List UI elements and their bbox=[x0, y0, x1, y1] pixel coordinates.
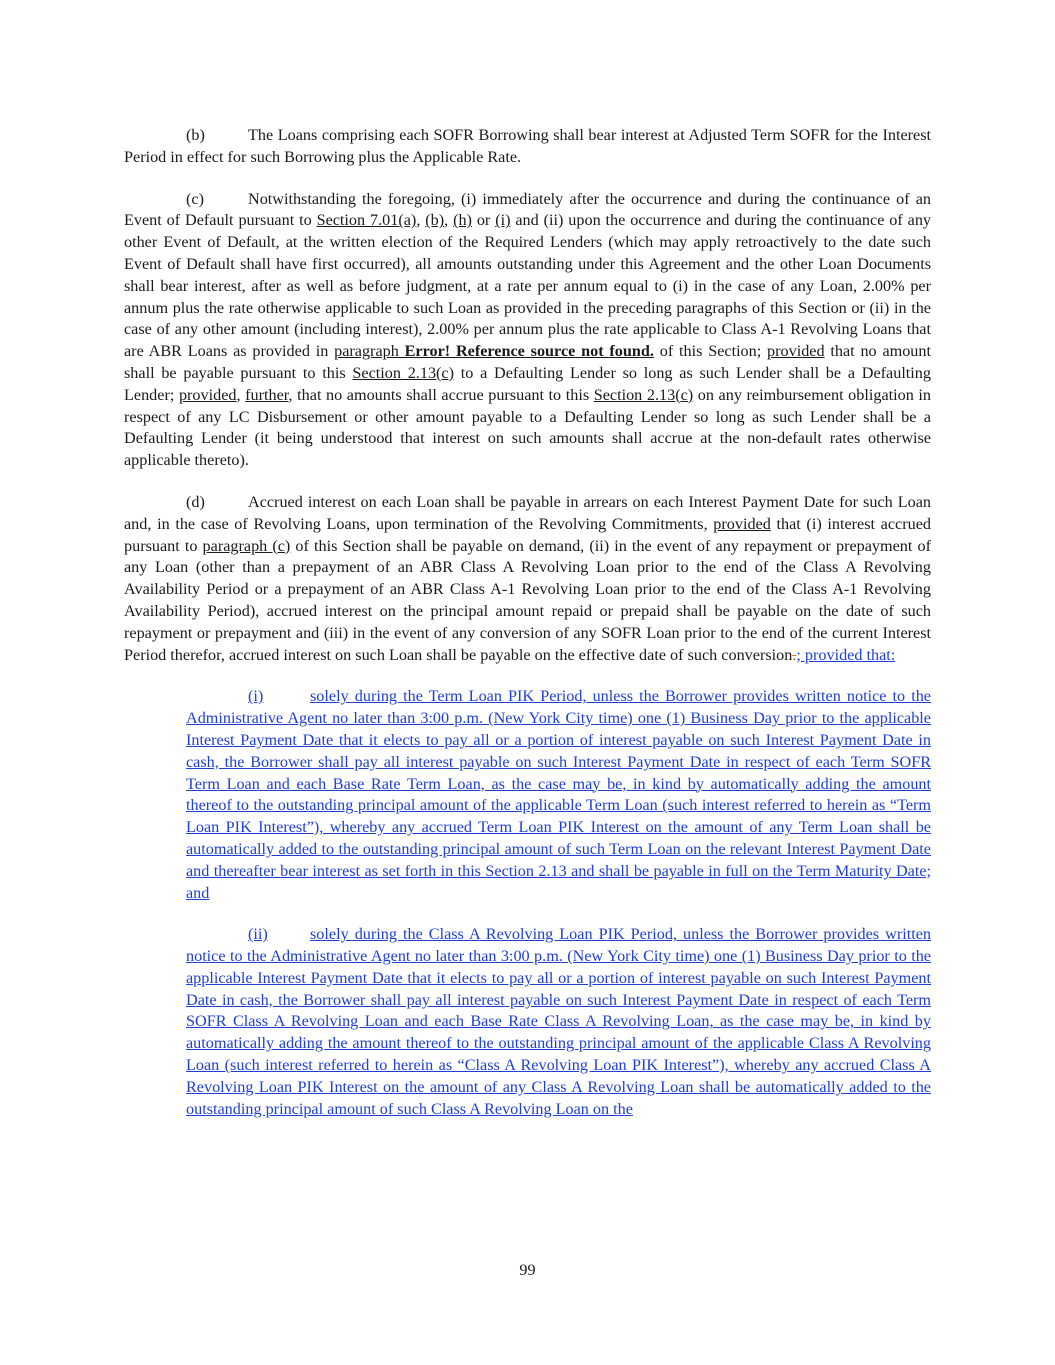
text-run: Notwithstanding the foregoing, (i) immediately after the occurrence and during the continuance of an Event of Default pursuant to bbox=[124, 189, 931, 230]
tracked-insertion: solely during the Class A Revolving Loan PIK Period, unless the Borrower provides written notice to the Administrative Agent no later than 3:00 p.m. (New York City time) one (1) Business Day prior to the applicable Interest Payment Date that it elects to pay all or a portion of interest payable on such Interest Payment Date in cash, the Borrower shall pay all interest payable on such Interest Payment Date in respect of each Term SOFR Class A Revolving Loan and each Base Rate Class A Revolving Loan, as the case may be, in kind by automatically adding the amount thereof to the outstanding principal amount of the applicable Class A Revolving Loan (such interest referred to herein as “Class A Revolving Loan PIK Interest”), whereby any accrued Class A Revolving Loan PIK Interest on the amount of any Class A Revolving Loan shall be automatically added to the outstanding principal amount of such Class A Revolving Loan on the bbox=[186, 925, 931, 1118]
paragraph-text: The Loans comprising each SOFR Borrowing shall bear interest at Adjusted Term SOFR for the Interest Period in effect for such Borrowing plus the Applicable Rate. bbox=[124, 126, 931, 166]
paragraph-label: (d) bbox=[186, 492, 205, 511]
subparagraph-ii bbox=[186, 924, 931, 1120]
text-run: Accrued interest on each Loan shall be payable in arrears on each Interest Payment Date for such Loan and, in the case of Revolving Loans, upon termination of the Revolving Commitments, bbox=[124, 492, 931, 533]
separator: , bbox=[236, 385, 246, 404]
cross-reference-link[interactable]: Section 2.13(c) bbox=[593, 385, 694, 404]
cross-reference-link[interactable]: (b) bbox=[425, 211, 445, 230]
cross-reference-link[interactable]: Section 7.01(a) bbox=[316, 211, 417, 230]
text-run: on any reimbursement obligation in respect of any LC Disbursement or other amount payable to a Defaulting Lender so long as such Lender shall be a Defaulting Lender (it being understood that interest on such amounts shall accrue at the non-default rates otherwise applicable thereto). bbox=[124, 385, 932, 470]
subparagraph-label: (ii) bbox=[248, 925, 268, 944]
text-run: that (i) interest accrued pursuant to bbox=[124, 514, 931, 555]
tracked-insertion: solely during the Term Loan PIK Period, unless the Borrower provides written notice to the Administrative Agent no later than 3:00 p.m. (New York City time) one (1) Business Day prior to the applicable Interest Payment Date that it elects to pay all or a portion of interest payable on such Interest Payment Date in cash, the Borrower shall pay all interest payable on such Interest Payment Date in respect of each Term SOFR Term Loan and each Base Rate Term Loan, as the case may be, in kind by automatically adding the amount thereof to the outstanding principal amount of the applicable Term Loan (such interest referred to herein as “Term Loan PIK Interest”), whereby any accrued Term Loan PIK Interest on the amount of any Term Loan shall be automatically added to the outstanding principal amount of such Term Loan on the relevant Interest Payment Date and thereafter bear interest as set forth in this Section 2.13 and shall be payable in full on the Term Maturity Date; and bbox=[186, 687, 931, 902]
paragraph-c bbox=[124, 189, 931, 472]
subparagraph-i bbox=[186, 686, 931, 904]
tracked-insertion: ; provided that: bbox=[796, 645, 896, 664]
cross-reference-link[interactable]: (h) bbox=[453, 211, 472, 230]
defined-term: further bbox=[245, 385, 289, 404]
paragraph-b bbox=[124, 125, 931, 169]
cross-reference-link[interactable]: paragraph (c) bbox=[202, 536, 291, 555]
page-number: 99 bbox=[519, 1261, 536, 1279]
separator: , bbox=[416, 211, 426, 230]
text-run: that no amount shall be payable pursuant to this bbox=[124, 342, 931, 382]
text-run: of this Section shall be payable on demand, (ii) in the event of any repayment or prepayment of any Loan (other than a prepayment of an ABR Class A Revolving Loan prior to the end of the Class A Revolving Availability Period or a prepayment of an ABR Class A-1 Revolving Loan prior to the end of the Class A-1 Revolving Availability Period), accrued interest on the principal amount repaid or prepaid shall be payable on the date of such repayment or prepayment and (iii) in the event of any conversion of any SOFR Loan prior to the end of the current Interest Period therefor, accrued interest on such Loan shall be payable on the effective date of such conversion bbox=[124, 536, 931, 664]
defined-term: provided bbox=[713, 514, 771, 533]
paragraph-d bbox=[124, 492, 931, 666]
paragraph-label: (b) bbox=[186, 126, 205, 144]
reference-error-field[interactable]: Error! Reference source not found. bbox=[404, 342, 654, 361]
document-page bbox=[124, 125, 931, 1140]
cross-reference-link[interactable]: (i) bbox=[495, 211, 511, 230]
text-run: and (ii) upon the occurrence and during the continuance of any other Event of Default, at the written election of the Required Lenders (which may apply retroactively to the date such Event of Default shall have first occurred), all amounts outstanding under this Agreement and the other Loan Documents shall bear interest, after as well as before judgment, at a rate per annum equal to (i) in the case of any Loan, 2.00% per annum plus the rate otherwise applicable to such Loan as provided in the preceding paragraphs of this Section or (ii) in the case of any other amount (including interest), 2.00% per annum plus the rate applicable to Class A-1 Revolving Loans that are ABR Loans as provided in bbox=[124, 211, 932, 361]
paragraph-label: (c) bbox=[186, 189, 204, 208]
cross-reference-link[interactable]: Section 2.13(c) bbox=[352, 363, 455, 382]
cross-reference-link[interactable]: paragraph bbox=[334, 342, 405, 361]
defined-term: provided bbox=[178, 385, 237, 404]
text-run: , that no amounts shall accrue pursuant to this bbox=[288, 385, 594, 404]
text-run: to a Defaulting Lender so long as such Lender shall be a Defaulting Lender; bbox=[124, 363, 931, 404]
separator: or bbox=[471, 211, 496, 230]
defined-term: provided bbox=[767, 342, 825, 361]
tracked-deletion: . bbox=[792, 645, 797, 664]
subparagraph-label: (i) bbox=[248, 687, 264, 706]
separator: , bbox=[444, 211, 454, 230]
text-run: of this Section; bbox=[653, 342, 768, 361]
